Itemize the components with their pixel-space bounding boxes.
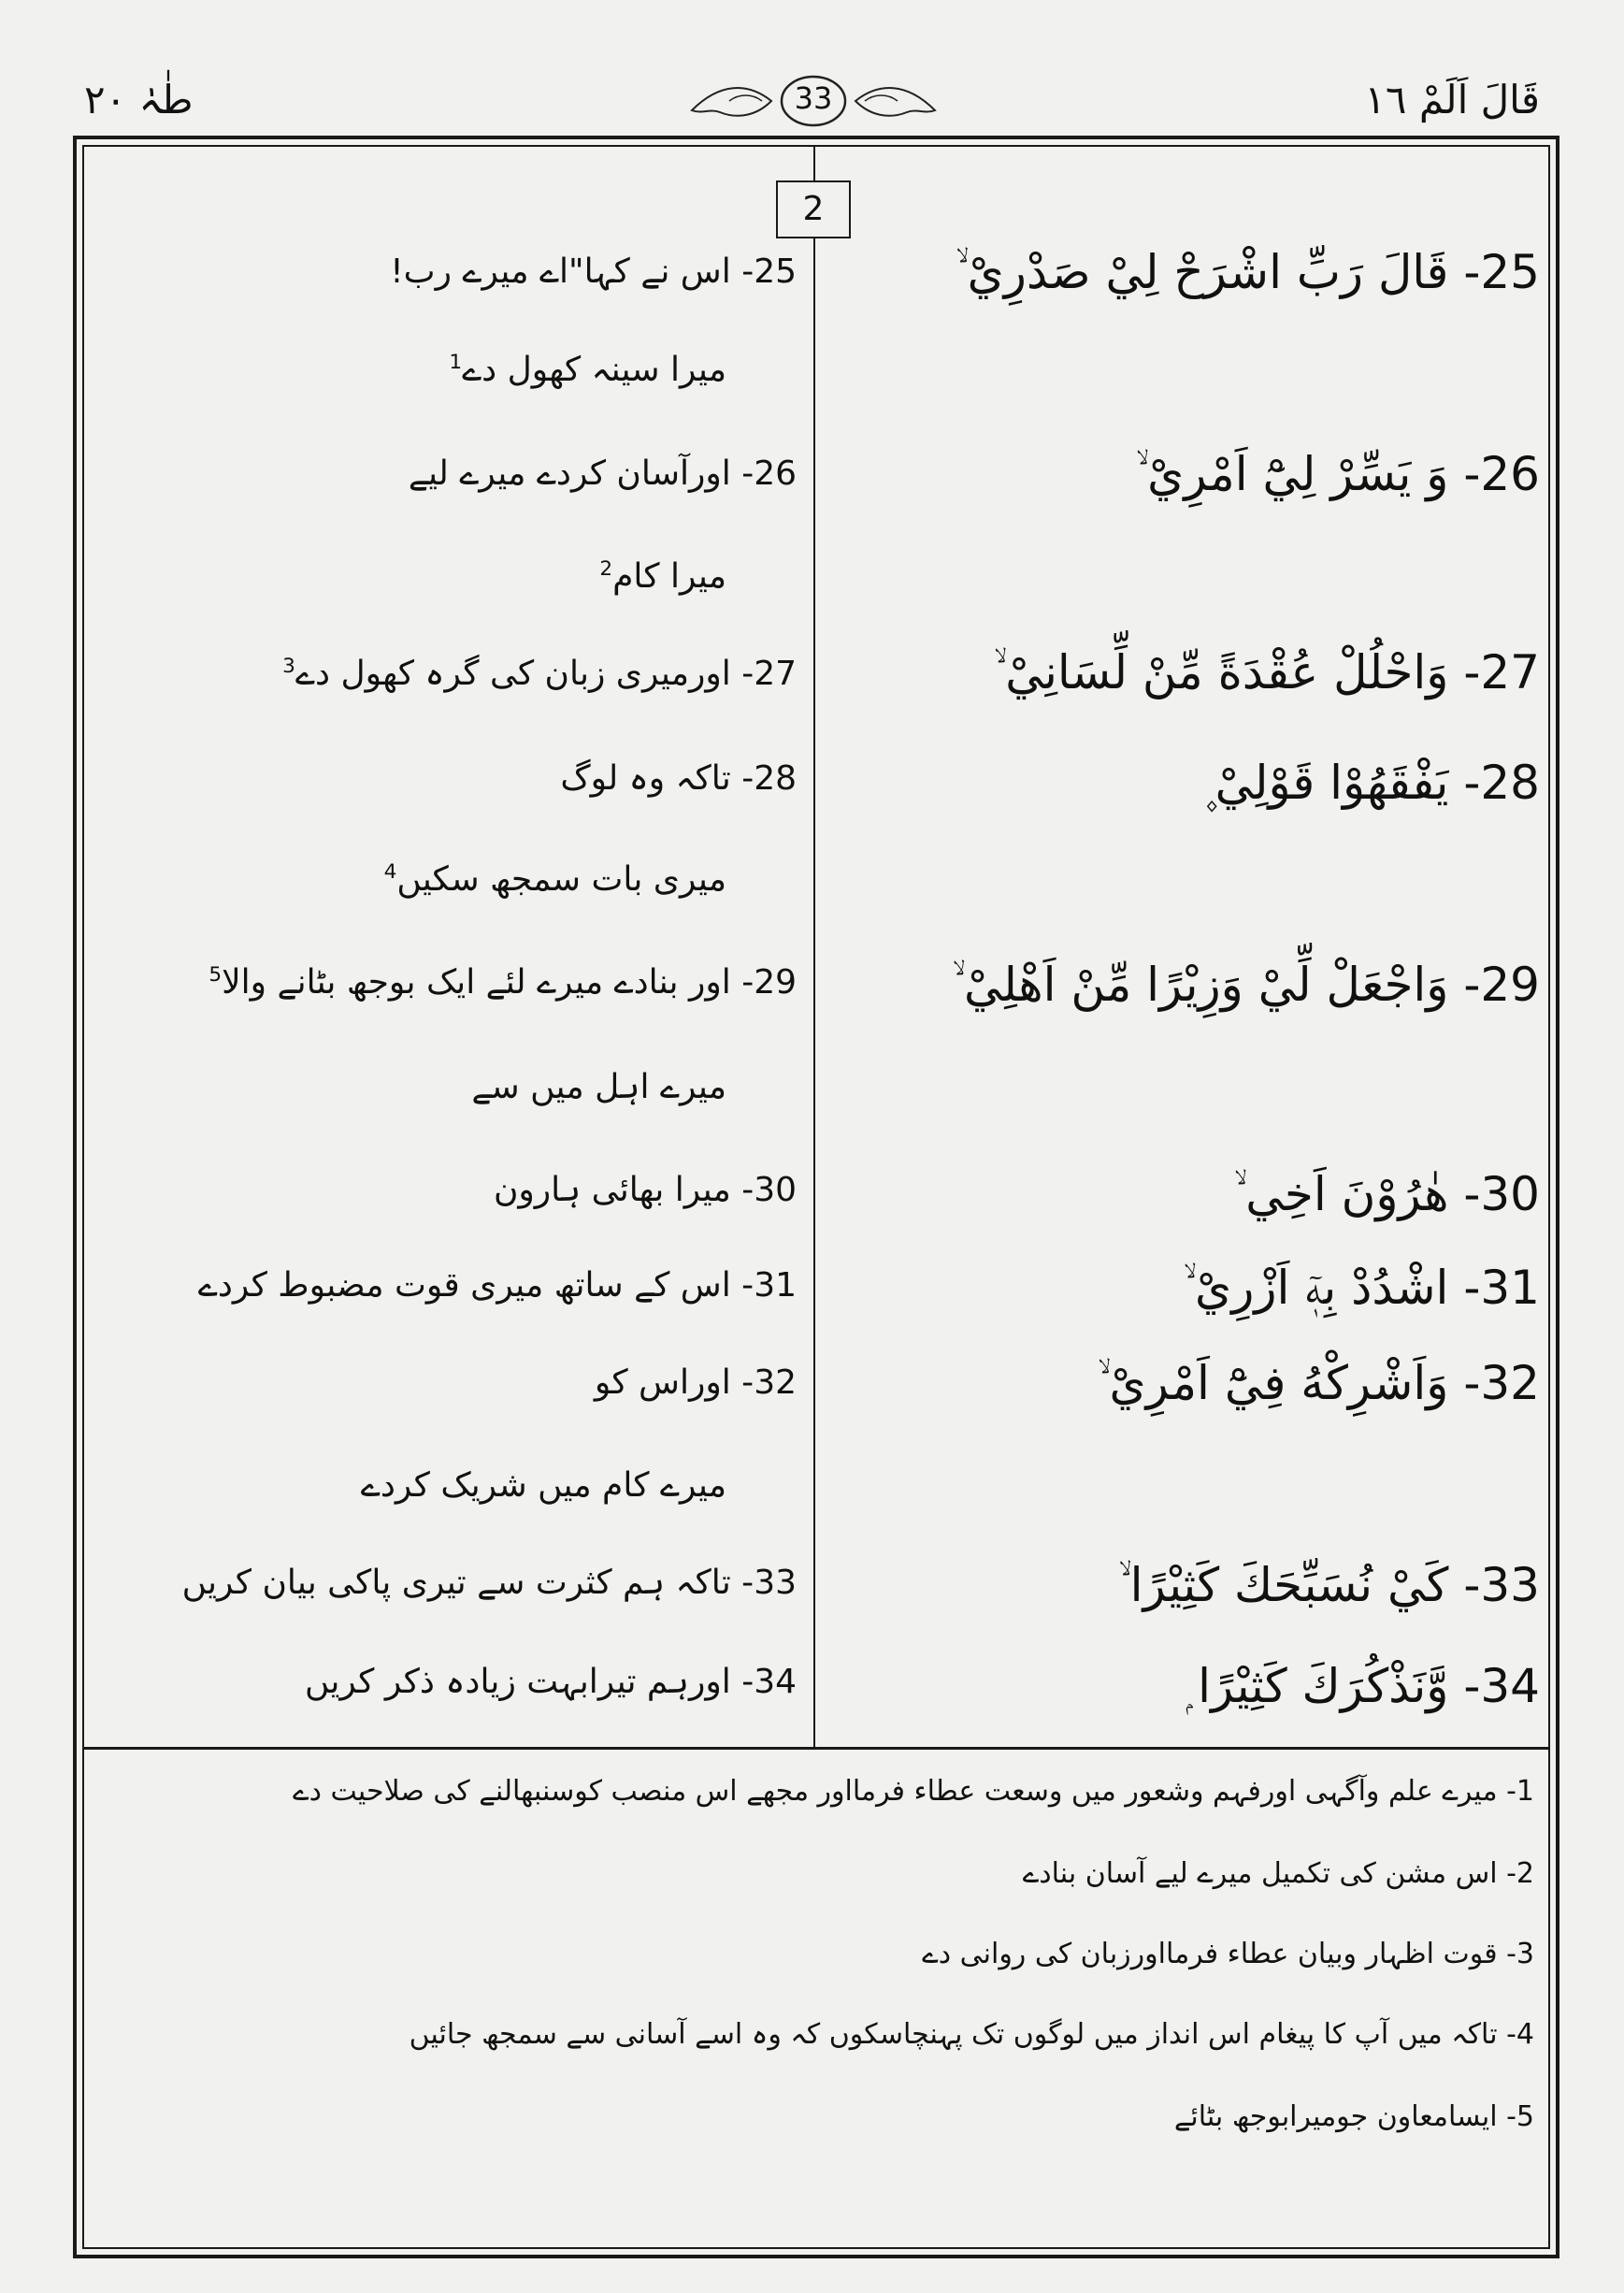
urdu-translation-cont: میرا سینہ کھول دے$^1$ (449, 351, 726, 389)
surah-label: طٰہٰ ٢٠ (84, 77, 194, 123)
urdu-translation-cont: میرے کام میں شریک کردے (360, 1466, 726, 1505)
urdu-translation: 33- تاکہ ہم کثرت سے تیری پاکی بیان کریں (181, 1564, 797, 1602)
footnote: 3- قوت اظہار وبیان عطاء فرمااورزبان کی روانی دے (922, 1938, 1534, 1970)
footnote: 5- ایسامعاون جومیرابوجھ بٹائے (1173, 2100, 1534, 2133)
urdu-translation: 27- اورمیری زبان کی گرہ کھول دے$^3$ (282, 655, 797, 693)
urdu-translation: 29- اور بنادے میرے لئے ایک بوجھ بٹانے والا$^5$ (208, 963, 797, 1002)
page-number-ornament (683, 73, 944, 133)
urdu-translation: 28- تاکہ وہ لوگ (560, 759, 797, 798)
urdu-translation-cont: میری بات سمجھ سکیں$^4$ (383, 860, 726, 899)
arabic-verse: 31- اشْدُدْ بِهٖٓ اَزْرِيْ ۙ (1183, 1261, 1540, 1315)
arabic-verse: 28- يَفْقَهُوْا قَوْلِيْ ۪ (1203, 756, 1540, 810)
arabic-verse: 32- وَاَشْرِكْهُ فِيْٓ اَمْرِيْ ۙ (1098, 1356, 1540, 1410)
page-header (0, 0, 1624, 140)
ruku-number: 2 (776, 180, 851, 238)
urdu-translation: 31- اس کے ساتھ میری قوت مضبوط کردے (197, 1266, 797, 1305)
page-number: 33 (794, 80, 833, 116)
urdu-translation: 32- اوراس کو (594, 1363, 797, 1402)
urdu-translation: 30- میرا بھائی ہارون (493, 1171, 797, 1209)
footnote: 1- میرے علم وآگہی اورفہم وشعور میں وسعت عطاء فرمااور مجھے اس منصب کوسنبھالنے کی صلاحیت دے (292, 1775, 1534, 1808)
arabic-verse: 33- كَيْ نُسَبِّحَكَ كَثِيْرًا ۙ (1118, 1558, 1540, 1612)
footnote: 2- اس مشن کی تکمیل میرے لیے آسان بنادے (1022, 1857, 1534, 1890)
arabic-verse: 34- وَّنَذْكُرَكَ كَثِيْرًا ۭ (1186, 1659, 1540, 1713)
footnote-divider (82, 1747, 1550, 1750)
juz-label: قَالَ اَلَمْ ١٦ (1364, 77, 1540, 123)
arabic-verse: 27- وَاحْلُلْ عُقْدَةً مِّنْ لِّسَانِيْ ۙ (993, 645, 1540, 699)
column-divider (813, 145, 815, 1749)
arabic-verse: 25- قَالَ رَبِّ اشْرَحْ لِيْ صَدْرِيْ ۙ (956, 245, 1540, 299)
arabic-verse: 26- وَ يَسِّرْ لِيْٓ اَمْرِيْ ۙ (1135, 447, 1540, 501)
footnote: 4- تاکہ میں آپ کا پیغام اس انداز میں لوگوں تک پہنچاسکوں کہ وہ اسے آسانی سے سمجھ جائیں (409, 2018, 1534, 2051)
urdu-translation: 25- اس نے کہا"اے میرے رب! (390, 252, 797, 291)
urdu-translation-cont: میرا کام$^2$ (599, 557, 726, 596)
urdu-translation: 34- اورہم تیرابہت زیادہ ذکر کریں (304, 1663, 797, 1701)
urdu-translation: 26- اورآسان کردے میرے لیے (408, 454, 797, 493)
arabic-verse: 29- وَاجْعَلْ لِّيْ وَزِيْرًا مِّنْ اَهْلِيْ ۙ (952, 958, 1540, 1012)
arabic-verse: 30- هٰرُوْنَ اَخِي ۙ (1233, 1167, 1540, 1221)
urdu-translation-cont: میرے اہل میں سے (471, 1068, 726, 1106)
